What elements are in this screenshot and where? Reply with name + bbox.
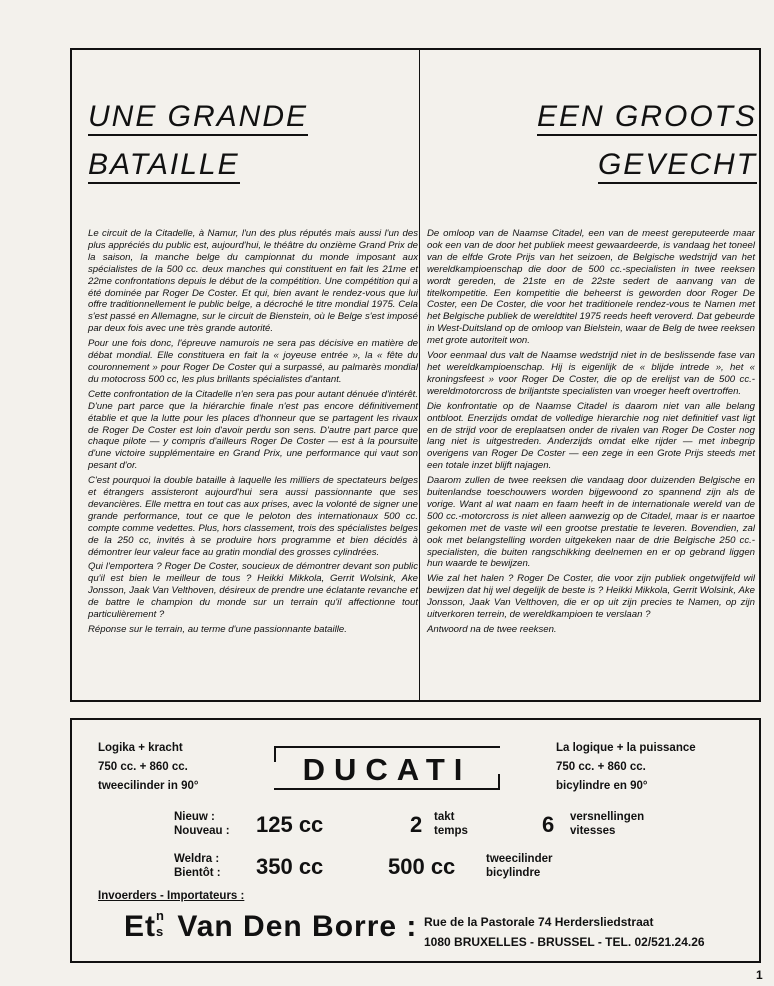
soon-label-nl: Weldra : — [174, 853, 220, 865]
nl-title-line1: EEN GROOTS — [537, 102, 757, 136]
gears-label-fr: vitesses — [570, 825, 616, 837]
twin-label-nl: tweecilinder — [486, 853, 553, 865]
dealer-sub: s — [156, 924, 165, 939]
ad-fr-line: 750 cc. + 860 cc. — [556, 761, 646, 773]
dealer-sup: n — [156, 908, 165, 923]
nl-body — [427, 228, 755, 639]
nl-paragraph: De omloop van de Naamse Citadel, een van de meest gereputeerde maar ook een van de door het publiek meest gewaardeerde, is vandaag het toneel van de elfde Grote Prijs van het seizoen, de Belgische wedstrijd van het wereldkampioenschap die door de 500 cc.-specialisten in twee reeksen wordt gereden, de 21ste en de 22ste sedert de aanvang van de titelkompetitie. Een kompetitie die beheerst is geworden door Roger De Coster, een De Coster, die voor het traditionele rendez-vous te Namen met het Belgische publiek de wereldtitel 1975 reeds heeft veroverd. Dat gebeurde in West-Duitsland op de omloop van Bielstein, waar de Belg de twee reeksen met grote autoriteit won. — [427, 228, 755, 347]
fr-title-line1: UNE GRANDE — [88, 102, 308, 136]
new-label-nl: Nieuw : — [174, 811, 215, 823]
stroke-label-fr: temps — [434, 825, 468, 837]
model-125cc: 125 cc — [256, 812, 324, 837]
fr-title-line2: BATAILLE — [88, 150, 240, 184]
column-divider — [419, 50, 420, 700]
nl-paragraph: Wie zal het halen ? Roger De Coster, die voor zijn publiek ongetwijfeld wil bewijzen dat hij wel degelijk de beste is ? Heikki Mikkola, Gerrit Wolsink, Ake Jonsson, Jaak Van Velthoven, die er op uit zijn precies te Namen, op zijn uitverkoren terrein, de wereldkampioen te verslaan ? — [427, 573, 755, 621]
fr-body — [88, 228, 418, 639]
model-500cc: 500 cc — [388, 854, 456, 879]
address-line2: 1080 BRUXELLES - BRUSSEL - TEL. 02/521.24.26 — [424, 935, 705, 949]
page-number: 1 — [756, 968, 763, 982]
dealer-name — [124, 910, 417, 944]
nl-paragraph: Die konfrontatie op de Naamse Citadel is daarom niet van alle belang ontbloot. Enerzijds omdat de volledige hierarchie nog niet definitief vast ligt en de strijd voor de ereplaatsen onder de rivalen van Roger De Coster nog lang niet is uitgestreden. Anderzijds omdat elke rijder — met inbegrip overigens van Roger De Coster — een zege in een Grote Prijs steeds met een totale inzet blijft najagen. — [427, 400, 755, 472]
fr-paragraph: Le circuit de la Citadelle, à Namur, l'un des plus réputés mais aussi l'un des plus appréciés du public est, aujourd'hui, le théâtre du onzième Grand Prix de la saison, la manche belge du campionnat du monde imposant aux spécialistes de la 500 cc. deux manches qui constituent en fait les 21me et 22me confrontations depuis le début de la compétition. Une compétition qui a été dominée par Roger De Coster. Et qui, bien avant le rendez-vous que lui offre traditionnellement le public belge, a décroché le titre mondial 1975. Cela s'est passé en Allemagne, sur le circuit de Bienstein, où le Belge s'est imposé par deux fois avec une très grande autorité. — [88, 228, 418, 335]
ad-nl-line: 750 cc. + 860 cc. — [98, 761, 188, 773]
nl-paragraph: Daarom zullen de twee reeksen die vandaag door duizenden Belgische en buitenlandse toeschouwers worden bijgewoond zo spannend zijn als de vorige. Want al wat naam en faam heeft in de internationale wereld van de 500 cc.-motorcross is niet alleen aanwezig op de Citadel, maar is er naartoe gekomen met de vaste wil een grootse prestatie te leveren. Bovendien, zal ook met belangstelling worden uitgekeken naar de drie Belgische 250 cc.-specialisten, die buiten rangschikking deelnemen en er op gebrand liggen hun waarde te bewijzen. — [427, 475, 755, 570]
ducati-advertisement — [70, 718, 761, 963]
importers-label: Invoerders - Importateurs : — [98, 890, 245, 902]
fr-paragraph: Qui l'emportera ? Roger De Coster, soucieux de démontrer devant son public qu'il est bien le meilleur de tous ? Heikki Mikkola, Gerrit Wolsink, Ake Jonsson, Jaak Van Velthoven, désireux de prendre une éclatante revanche et de battre le champion du monde sur un terrain qu'il affectionne tout particulièrement ? — [88, 561, 418, 621]
new-label-fr: Nouveau : — [174, 825, 230, 837]
article-box — [70, 48, 761, 702]
fr-paragraph: C'est pourquoi la double bataille à laquelle les milliers de spectateurs belges et étrangers assisteront aujourd'hui sera aussi passionnante que ses devancières. Elle mettra en tout cas aux prises, avec la volonté de signer une grande performance, tout ce que le peloton des internationaux 500 cc. compte comme vedettes. Plus, hors classement, trois des spécialistes belges de la 250 cc, invités à se produire hors programme et bien décidés à démontrer leur valeur face au gratin mondial des grosses cylindrées. — [88, 475, 418, 558]
nl-paragraph: Antwoord na de twee reeksen. — [427, 624, 557, 635]
model-350cc: 350 cc — [256, 854, 324, 879]
dealer-abbrev-marks — [156, 908, 168, 939]
gears-label-nl: versnellingen — [570, 811, 645, 823]
fr-paragraph: Réponse sur le terrain, au terme d'une passionnante bataille. — [88, 624, 347, 635]
twin-label-fr: bicylindre — [486, 867, 541, 879]
two-stroke-number: 2 — [410, 812, 423, 837]
ad-fr-line: La logique + la puissance — [556, 742, 696, 754]
fr-paragraph: Cette confrontation de la Citadelle n'en sera pas pour autant dénuée d'intérêt. D'une part parce que la hiérarchie finale n'est pas encore définitivement établie et que la lutte pour les places d'honneur que se partagent les rivaux de Roger De Coster est loin d'avoir perdu son sens. D'autre part parce que chaque pilote — y compris d'ailleurs Roger De Coster — est à la poursuite d'une victoire supplémentaire en Grand Prix, une performance qui vaut son pesant d'or. — [88, 388, 418, 472]
dealer-shop-name: Van Den Borre : — [177, 910, 418, 943]
nl-title-line2: GEVECHT — [598, 150, 757, 184]
fr-paragraph: Pour une fois donc, l'épreuve namurois ne sera pas décisive en matière de débat mondial. Elle constituera en fait la « joyeuse entrée », la « fête du couronnement » pour Roger De Coster qui a surpassé, au palmarès mondial du motocross 500 cc, les plus brillants spécialistes d'antant. — [88, 338, 418, 385]
ducati-brand: DUCATI — [302, 752, 472, 787]
soon-label-fr: Bientôt : — [174, 867, 221, 879]
ad-nl-line: Logika + kracht — [98, 742, 183, 754]
ducati-logo-box — [274, 746, 500, 790]
nl-paragraph: Voor eenmaal dus valt de Naamse wedstrijd niet in de beslissende fase van het wereldkampioenschap. Hij is eigenlijk de « blijde intrede », het « kroningsfeest » voor Roger De Coster, die op de erelijst van de 500 cc.-wereldmotorcross de briljantste specialisten van vroeger heeft overtroffen. — [427, 350, 755, 397]
six-speed-number: 6 — [542, 812, 555, 837]
stroke-label-nl: takt — [434, 811, 455, 823]
address-line1: Rue de la Pastorale 74 Herdersliedstraat — [424, 915, 654, 929]
ad-fr-line: bicylindre en 90° — [556, 780, 648, 792]
ad-nl-line: tweecilinder in 90° — [98, 780, 199, 792]
dealer-prefix: Et — [124, 910, 156, 943]
